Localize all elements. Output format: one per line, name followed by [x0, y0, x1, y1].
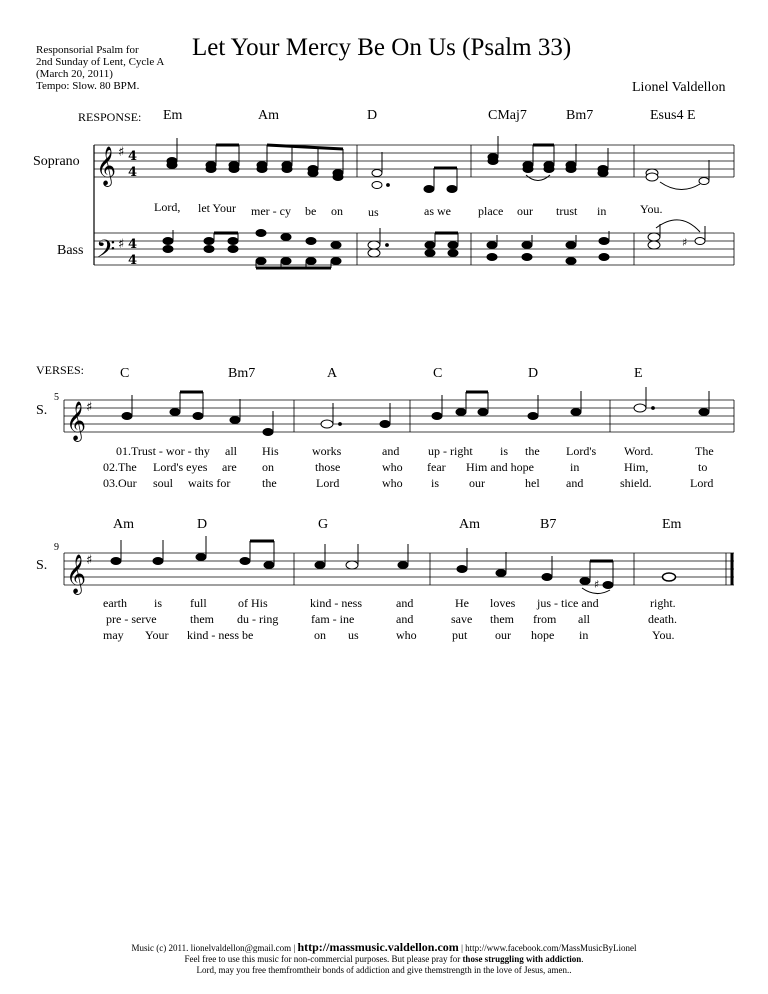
- chord-symbol: E: [634, 366, 643, 381]
- lyric: those: [315, 460, 341, 474]
- sharp-icon: ♯: [86, 400, 93, 415]
- header-line: Tempo: Slow. 80 BPM.: [36, 80, 140, 92]
- note-head: [372, 182, 382, 189]
- lyric: our: [469, 476, 485, 490]
- lyric: who: [396, 628, 417, 642]
- lyric: Word.: [624, 444, 654, 458]
- verse-staff-2: [64, 553, 734, 585]
- note-head: [424, 186, 434, 193]
- lyric: who: [382, 476, 403, 490]
- lyric: is: [154, 596, 163, 610]
- lyric: soul: [153, 476, 174, 490]
- chord-symbol: Am: [258, 108, 279, 123]
- chord-symbol: B7: [540, 517, 557, 532]
- lyric: kind - ness be: [187, 628, 254, 642]
- lyric: His: [262, 444, 279, 458]
- chord-symbol: Am: [459, 517, 480, 532]
- time-signature: 4: [128, 253, 138, 268]
- lyric: Him,: [624, 460, 649, 474]
- footer-note: Feel free to use this music for non-commercial purposes. But please pray for: [184, 954, 461, 964]
- chord-symbol: Esus4 E: [650, 108, 696, 123]
- measure-number: 9: [54, 542, 59, 553]
- measure-number: 5: [54, 392, 59, 403]
- bass-clef-icon: 𝄢: [96, 235, 116, 270]
- lyric: du - ring: [237, 612, 279, 626]
- lyric: to: [698, 460, 708, 474]
- chord-symbol: C: [433, 366, 443, 381]
- lyric: 02.The: [103, 460, 137, 474]
- chord-symbol: Em: [662, 517, 682, 532]
- header-line: 2nd Sunday of Lent, Cycle A: [36, 56, 165, 68]
- sharp-icon: ♯: [594, 578, 600, 591]
- note-head: [699, 178, 709, 185]
- lyric: up - right: [428, 444, 473, 458]
- composer: Lionel Valdellon: [632, 80, 726, 95]
- chord-symbol: Am: [113, 517, 134, 532]
- lyric: kind - ness: [310, 596, 362, 610]
- response-label: RESPONSE:: [78, 110, 142, 124]
- lyric: Lord: [316, 476, 340, 490]
- lyric: us: [348, 628, 359, 642]
- soprano-label: Soprano: [33, 154, 80, 169]
- time-signature: 4: [128, 165, 138, 180]
- sharp-icon: ♯: [118, 145, 125, 160]
- note-head: [488, 158, 498, 165]
- lyric: let Your: [198, 201, 237, 215]
- lyric: 03.Our: [103, 476, 137, 490]
- lyric: our: [495, 628, 511, 642]
- lyric: be: [305, 204, 317, 218]
- note-head: [282, 166, 292, 173]
- lyric: loves: [490, 596, 516, 610]
- time-signature: 4: [128, 149, 138, 164]
- footer-prayer: Lord, may you free themfromtheir bonds of addiction and give themstrength in the love of Jesus, amen..: [196, 965, 572, 975]
- lyric: them: [490, 612, 514, 626]
- lyric: save: [451, 612, 473, 626]
- chord-symbol: D: [528, 366, 539, 381]
- footer-site-link[interactable]: http://massmusic.valdellon.com: [297, 940, 459, 954]
- lyric: our: [517, 204, 533, 218]
- note-head: [167, 162, 177, 169]
- lyric: put: [452, 628, 468, 642]
- lyric: and: [382, 444, 400, 458]
- treble-clef-icon: 𝄞: [66, 401, 87, 441]
- bass-label: Bass: [57, 243, 84, 258]
- lyric: and: [566, 476, 584, 490]
- sharp-icon: ♯: [682, 236, 688, 249]
- note-head: [229, 166, 239, 173]
- lyric: on: [262, 460, 274, 474]
- note-head: [333, 174, 343, 181]
- lyric: You.: [640, 202, 663, 216]
- verse-staff-1: [64, 400, 734, 432]
- chord-symbol: D: [367, 108, 378, 123]
- lyric: 01.Trust - wor - thy: [116, 444, 210, 458]
- footer: Music (c) 2011. lionelvaldellon@gmail.com | http://massmusic.valdellon.com | http://www.facebook.com/MassMusicByLionel Feel free to use this music for non-commercial purposes. But please pray for those struggling with addiction. Lord, may you free themfromtheir bonds of addiction and give themstrength in the love of Jesus, amen..: [0, 942, 768, 976]
- footer-facebook-link[interactable]: | http://www.facebook.com/MassMusicByLionel: [461, 943, 637, 953]
- lyric: is: [431, 476, 440, 490]
- lyric: fam - ine: [311, 612, 355, 626]
- lyric: mer - cy: [251, 204, 291, 218]
- lyric: of His: [238, 596, 268, 610]
- lyric: the: [525, 444, 540, 458]
- lyric: are: [222, 460, 237, 474]
- lyric: and: [396, 612, 414, 626]
- lyric: Lord,: [154, 200, 181, 214]
- lyric: trust: [556, 204, 578, 218]
- lyric: on: [331, 204, 343, 218]
- note-head: [308, 170, 318, 177]
- lyric: shield.: [620, 476, 652, 490]
- lyric: Lord's: [566, 444, 597, 458]
- lyric: hel: [525, 476, 540, 490]
- sharp-icon: ♯: [86, 553, 93, 568]
- chord-symbol: Bm7: [566, 108, 594, 123]
- lyric: Lord: [690, 476, 714, 490]
- note-head: [257, 166, 267, 173]
- lyric: right.: [650, 596, 676, 610]
- chord-symbol: A: [327, 366, 338, 381]
- lyric: in: [597, 204, 607, 218]
- lyric: He: [455, 596, 469, 610]
- lyric: the: [262, 476, 277, 490]
- page-title: Let Your Mercy Be On Us (Psalm 33): [192, 34, 572, 61]
- lyric: from: [533, 612, 557, 626]
- lyric: earth: [103, 596, 127, 610]
- lyric: may: [103, 628, 124, 642]
- lyric: who: [382, 460, 403, 474]
- chord-symbol: D: [197, 517, 208, 532]
- lyric: works: [312, 444, 342, 458]
- chord-symbol: CMaj7: [488, 108, 527, 123]
- lyric: in: [570, 460, 580, 474]
- chord-symbol: C: [120, 366, 130, 381]
- lyric: pre - serve: [106, 612, 157, 626]
- lyric: us: [368, 205, 379, 219]
- lyric: and: [396, 596, 414, 610]
- lyric: Your: [145, 628, 169, 642]
- lyric: hope: [531, 628, 555, 642]
- lyric: is: [500, 444, 509, 458]
- note-head: [646, 173, 658, 181]
- note-head: [544, 166, 554, 173]
- note-head: [206, 166, 216, 173]
- staff-label: S.: [36, 558, 48, 573]
- header-line: Responsorial Psalm for: [36, 44, 139, 56]
- time-signature: 4: [128, 237, 138, 252]
- lyric: death.: [648, 612, 677, 626]
- lyric: The: [695, 444, 714, 458]
- chord-symbol: Bm7: [228, 366, 256, 381]
- bass-staff: [94, 233, 734, 265]
- note-head: [566, 166, 576, 173]
- treble-clef-icon: 𝄞: [96, 146, 117, 186]
- treble-clef-icon: 𝄞: [66, 554, 87, 594]
- soprano-staff: [94, 145, 734, 177]
- staff-label: S.: [36, 403, 48, 418]
- verses-label: VERSES:: [36, 363, 85, 377]
- lyric: on: [314, 628, 326, 642]
- footer-copyright: Music (c) 2011. lionelvaldellon@gmail.com |: [131, 943, 296, 953]
- lyric: all: [578, 612, 590, 626]
- sharp-icon: ♯: [118, 237, 125, 252]
- lyric: place: [478, 204, 504, 218]
- note-head: [372, 170, 382, 177]
- lyric: fear: [427, 460, 446, 474]
- lyric: in: [579, 628, 589, 642]
- note-head: [447, 186, 457, 193]
- lyric: them: [190, 612, 214, 626]
- footer-note-emphasis: those struggling with addiction: [462, 954, 582, 964]
- chord-symbol: G: [318, 517, 329, 532]
- lyric: waits for: [188, 476, 231, 490]
- lyric: all: [225, 444, 237, 458]
- chord-symbol: Em: [163, 108, 183, 123]
- note-head: [523, 166, 533, 173]
- lyric: Him and hope: [466, 460, 534, 474]
- lyric: Lord's eyes: [153, 460, 208, 474]
- header-line: (March 20, 2011): [36, 68, 113, 80]
- lyric: full: [190, 596, 207, 610]
- note-head: [598, 170, 608, 177]
- lyric: You.: [652, 628, 675, 642]
- lyric: as we: [424, 204, 451, 218]
- lyric: jus - tice and: [537, 596, 599, 610]
